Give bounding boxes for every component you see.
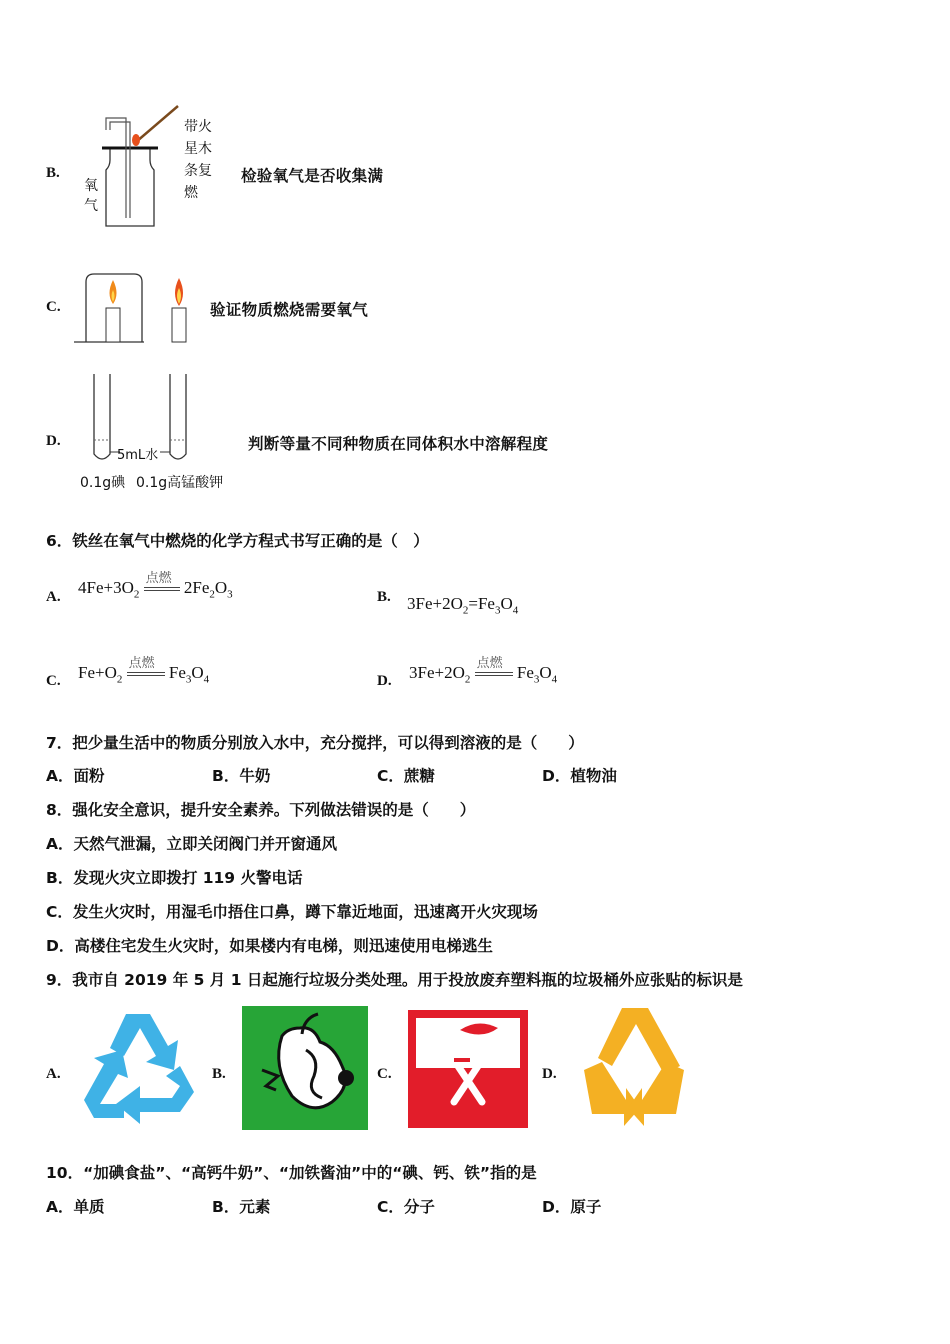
question-8-stem: 8．强化安全意识，提升安全素养。下列做法错误的是（ ） <box>46 801 476 819</box>
option-b-label: B. <box>46 165 60 181</box>
question-6-stem: 6．铁丝在氧气中燃烧的化学方程式书写正确的是（ ） <box>46 532 429 550</box>
q8-option-c: C．发生火灾时，用湿毛巾捂住口鼻，蹲下靠近地面，迅速离开火灾现场 <box>46 903 538 921</box>
q9-option-b-label: B. <box>212 1066 226 1082</box>
water-label: 5mL水 <box>117 448 159 463</box>
option-c-desc: 验证物质燃烧需要氧气 <box>210 301 369 319</box>
figure-label-left: 氧 气 <box>84 178 98 214</box>
q7-option-a: A．面粉 <box>46 767 105 785</box>
q6-option-a-label: A. <box>46 589 61 605</box>
q9-option-c-label: C. <box>377 1066 392 1082</box>
q6-option-b-equation: $3Fe+2O_2=Fe_3O_4$ <box>407 594 519 617</box>
q10-option-a: A．单质 <box>46 1198 105 1216</box>
q6-option-d-label: D. <box>377 673 392 689</box>
test-tube-figure <box>80 368 240 468</box>
q8-option-a: A．天然气泄漏，立即关闭阀门并开窗通风 <box>46 835 337 853</box>
question-7-stem: 7．把少量生活中的物质分别放入水中，充分搅拌，可以得到溶液的是（ ） <box>46 734 584 752</box>
q6-option-c-equation: $Fe+O_2$ 点燃 $Fe_3O_4$ <box>78 656 210 686</box>
q6-option-d-equation: $3Fe+2O_2$ 点燃 $Fe_3O_4$ <box>409 656 558 686</box>
figure-label-right: 带火 星木 条复 燃 <box>184 119 212 201</box>
iodine-label: 0.1g碘 <box>80 475 126 491</box>
q9-option-a-label: A. <box>46 1066 61 1082</box>
q8-option-d: D．高楼住宅发生火灾时，如果楼内有电梯，则迅速使用电梯逃生 <box>46 937 493 955</box>
option-b-desc: 检验氧气是否收集满 <box>241 167 384 185</box>
recycle-icon <box>76 1008 200 1128</box>
option-c-label: C. <box>46 299 61 315</box>
q6-option-c-label: C. <box>46 673 61 689</box>
option-d-label: D. <box>46 433 61 449</box>
option-d-desc: 判断等量不同种物质在同体积水中溶解程度 <box>248 435 549 453</box>
q7-option-d: D．植物油 <box>542 767 617 785</box>
kmno4-label: 0.1g高锰酸钾 <box>136 475 224 491</box>
kitchen-waste-icon <box>242 1006 368 1130</box>
q6-option-a-equation: $4Fe+3O_2$ 点燃 $2Fe_2O_3$ <box>78 571 233 601</box>
q7-option-c: C．蔗糖 <box>377 767 435 785</box>
q8-option-b: B．发现火灾立即拨打 119 火警电话 <box>46 869 303 887</box>
q10-option-b: B．元素 <box>212 1198 271 1216</box>
q10-option-d: D．原子 <box>542 1198 602 1216</box>
q7-option-b: B．牛奶 <box>212 767 271 785</box>
q10-option-c: C．分子 <box>377 1198 435 1216</box>
question-10-stem: 10．“加碘食盐”、“高钙牛奶”、“加铁酱油”中的“碘、钙、铁”指的是 <box>46 1164 537 1182</box>
candle-figure <box>72 268 202 348</box>
q9-option-d-label: D. <box>542 1066 557 1082</box>
recyclable-arrows-icon <box>578 1004 688 1130</box>
hazardous-waste-icon <box>408 1010 528 1128</box>
question-9-stem: 9．我市自 2019 年 5 月 1 日起施行垃圾分类处理。用于投放废弃塑料瓶的垃圾桶外应张贴的标识是 <box>46 971 743 989</box>
q6-option-b-label: B. <box>377 589 391 605</box>
